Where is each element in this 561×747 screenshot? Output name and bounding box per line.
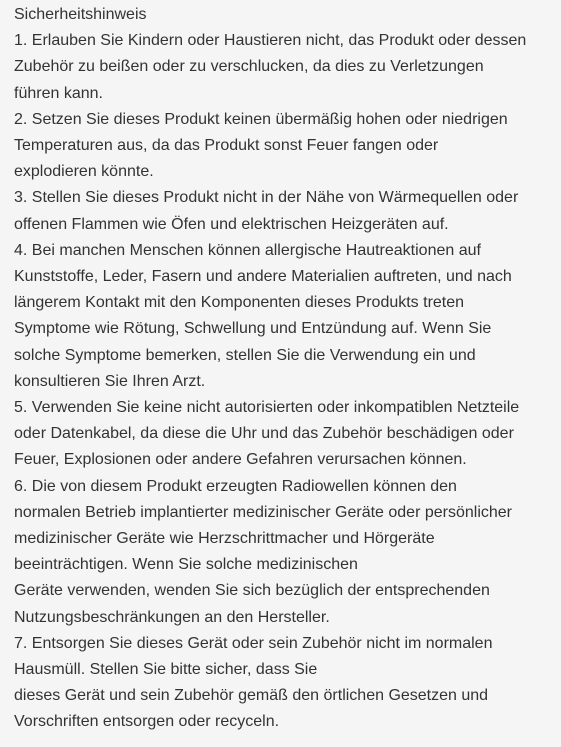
text-line: dieses Gerät und sein Zubehör gemäß den örtlichen Gesetzen und — [14, 687, 489, 705]
text-line: Vorschriften entsorgen oder recyceln. — [14, 713, 280, 731]
text-line: Temperaturen aus, da das Produkt sonst Feuer fangen oder — [14, 137, 439, 155]
text-line: Feuer, Explosionen oder andere Gefahren verursachen können. — [14, 451, 467, 469]
text-line: oder Datenkabel, da diese die Uhr und das Zubehör beschädigen oder — [14, 425, 514, 443]
text-line: Geräte verwenden, wenden Sie sich bezüglich der entsprechenden — [14, 582, 490, 600]
text-line: 2. Setzen Sie dieses Produkt keinen übermäßig hohen oder niedrigen — [14, 110, 508, 128]
text-line: offenen Flammen wie Öfen und elektrischen Heizgeräten auf. — [14, 215, 449, 233]
text-line: 4. Bei manchen Menschen können allergische Hautreaktionen auf — [14, 241, 481, 259]
text-line: 5. Verwenden Sie keine nicht autorisierten oder inkompatiblen Netzteile — [14, 399, 520, 417]
text-line: 7. Entsorgen Sie dieses Gerät oder sein Zubehör nicht im normalen — [14, 634, 493, 652]
text-line: explodieren könnte. — [14, 163, 154, 181]
document-title: Sicherheitshinweis — [14, 6, 147, 23]
safety-notice-body — [14, 28, 555, 735]
text-line: Symptome wie Rötung, Schwellung und Entzündung auf. Wenn Sie — [14, 320, 492, 338]
text-line: beeinträchtigen. Wenn Sie solche medizinischen — [14, 556, 358, 574]
text-line: Kunststoffe, Leder, Fasern und andere Materialien auftreten, und nach — [14, 268, 512, 286]
text-line: normalen Betrieb implantierter medizinischer Geräte oder persönlicher — [14, 503, 513, 521]
text-line: Nutzungsbeschränkungen an den Hersteller. — [14, 608, 330, 626]
text-line: konsultieren Sie Ihren Arzt. — [14, 372, 206, 390]
text-line: längerem Kontakt mit den Komponenten dieses Produkts treten — [14, 294, 465, 312]
text-line: 6. Die von diesem Produkt erzeugten Radiowellen können den — [14, 477, 457, 495]
text-line: Hausmüll. Stellen Sie bitte sicher, dass Sie — [14, 661, 318, 679]
text-line: medizinischer Geräte wie Herzschrittmacher und Hörgeräte — [14, 530, 435, 548]
text-line: 1. Erlauben Sie Kindern oder Haustieren nicht, das Produkt oder dessen — [14, 32, 527, 50]
text-line: 3. Stellen Sie dieses Produkt nicht in der Nähe von Wärmequellen oder — [14, 189, 519, 207]
text-line: führen kann. — [14, 84, 103, 102]
text-line: solche Symptome bemerken, stellen Sie die Verwendung ein und — [14, 346, 476, 364]
text-line: Zubehör zu beißen oder zu verschlucken, da dies zu Verletzungen — [14, 58, 484, 76]
